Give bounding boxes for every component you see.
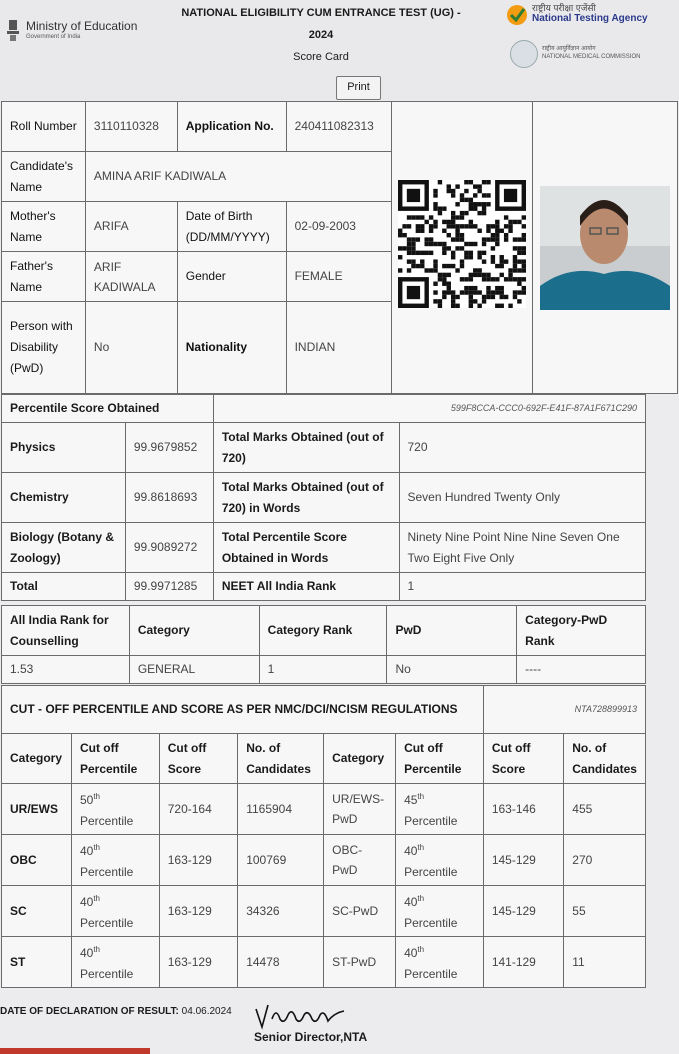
declaration — [0, 1006, 232, 1017]
cat-pwd-rank-value: ---- — [517, 656, 646, 684]
nmc-hindi-name: राष्ट्रीय आयुर्विज्ञान आयोग — [542, 46, 596, 53]
qr-code-icon — [398, 180, 526, 308]
doc-title: Score Card — [293, 51, 349, 63]
scores-table — [1, 394, 646, 601]
page-header — [0, 0, 679, 100]
nmc-name: NATIONAL MEDICAL COMMISSION — [542, 54, 641, 60]
cutoff-score2: 141-129 — [483, 937, 563, 988]
dob-value: 02-09-2003 — [286, 202, 392, 252]
cutoff-pct2: 40th Percentile — [396, 886, 484, 937]
emblem-icon — [6, 18, 20, 42]
cutoff-header: No. of Candidates — [238, 734, 324, 784]
rank-pwd-label: PwD — [387, 606, 517, 656]
biology-value: 99.9089272 — [125, 523, 213, 573]
nta-name: National Testing Agency — [532, 13, 648, 24]
cutoff-pct: 40th Percentile — [71, 835, 159, 886]
total-label: Total — [2, 573, 126, 601]
person-photo-icon — [540, 186, 670, 310]
cutoff-num: 14478 — [238, 937, 324, 988]
physics-value: 99.9679852 — [125, 423, 213, 473]
total-marks-value: 720 — [399, 423, 646, 473]
physics-label: Physics — [2, 423, 126, 473]
father-label: Father's Name — [2, 252, 86, 302]
rank-table — [1, 605, 646, 684]
counselling-value: 1.53 — [2, 656, 130, 684]
name-label: Candidate's Name — [2, 152, 86, 202]
cutoff-num: 1165904 — [238, 784, 324, 835]
cutoff-score2: 145-129 — [483, 835, 563, 886]
declaration-label: DATE OF DECLARATION OF RESULT: — [0, 1006, 179, 1017]
cutoff-cat: OBC — [2, 835, 72, 886]
cutoff-cat2: ST-PwD — [324, 937, 396, 988]
cutoff-score2: 163-146 — [483, 784, 563, 835]
important-info-strip — [0, 1048, 150, 1054]
table-row — [2, 886, 646, 937]
qr-cell — [392, 102, 533, 394]
pwd-label: Person with Disability (PwD) — [2, 302, 86, 394]
scores-heading: Percentile Score Obtained — [2, 395, 214, 423]
cutoff-score: 163-129 — [159, 937, 237, 988]
exam-heading — [160, 2, 482, 68]
mother-label: Mother's Name — [2, 202, 86, 252]
air-value: 1 — [399, 573, 646, 601]
pwd-value: No — [85, 302, 177, 394]
cutoff-cat2: OBC-PwD — [324, 835, 396, 886]
counselling-label: All India Rank for Counselling — [2, 606, 130, 656]
mother-value: ARIFA — [85, 202, 177, 252]
rank-pwd-value: No — [387, 656, 517, 684]
nationality-label: Nationality — [177, 302, 286, 394]
percentile-words-value: Ninety Nine Point Nine Nine Seven One Two Eight Five Only — [399, 523, 646, 573]
cutoff-cat2: UR/EWS-PwD — [324, 784, 396, 835]
app-label: Application No. — [177, 102, 286, 152]
roll-label: Roll Number — [2, 102, 86, 152]
total-marks-label: Total Marks Obtained (out of 720) — [213, 423, 399, 473]
cutoff-pct: 50th Percentile — [71, 784, 159, 835]
name-value: AMINA ARIF KADIWALA — [85, 152, 392, 202]
cutoff-cat: ST — [2, 937, 72, 988]
signature-icon — [254, 999, 354, 1031]
candidate-photo — [540, 186, 670, 310]
chemistry-value: 99.8618693 — [125, 473, 213, 523]
cutoff-score2: 145-129 — [483, 886, 563, 937]
cutoff-num2: 455 — [564, 784, 646, 835]
cutoff-score: 163-129 — [159, 886, 237, 937]
nta-check-icon — [506, 4, 528, 26]
cutoff-pct2: 40th Percentile — [396, 835, 484, 886]
exam-year: 2024 — [308, 29, 334, 41]
cutoff-table — [1, 685, 646, 988]
chemistry-label: Chemistry — [2, 473, 126, 523]
ministry-subtitle: Government of India — [26, 34, 81, 40]
cutoff-header: Cut off Percentile — [396, 734, 484, 784]
total-words-label: Total Marks Obtained (out of 720) in Words — [213, 473, 399, 523]
gender-label: Gender — [177, 252, 286, 302]
exam-title: NATIONAL ELIGIBILITY CUM ENTRANCE TEST (UG) - — [181, 7, 461, 19]
father-value: ARIF KADIWALA — [85, 252, 177, 302]
cutoff-header: Cut off Score — [483, 734, 563, 784]
nationality-value: INDIAN — [286, 302, 392, 394]
cutoff-cat: UR/EWS — [2, 784, 72, 835]
nmc-seal-icon — [510, 40, 538, 68]
cat-pwd-rank-label: Category-PwD Rank — [517, 606, 646, 656]
candidate-table — [1, 101, 678, 394]
cutoff-score: 720-164 — [159, 784, 237, 835]
cutoff-header: Category — [2, 734, 72, 784]
cutoff-header: No. of Candidates — [564, 734, 646, 784]
cutoff-cat: SC — [2, 886, 72, 937]
footer — [0, 1003, 679, 1051]
director-title: Senior Director,NTA — [254, 1030, 368, 1044]
declaration-date: 04.06.2024 — [181, 1006, 232, 1017]
air-label: NEET All India Rank — [213, 573, 399, 601]
gender-value: FEMALE — [286, 252, 392, 302]
nta-logo — [506, 4, 648, 26]
scores-hash: 599F8CCA-CCC0-692F-E41F-87A1F671C290 — [213, 395, 645, 423]
category-label: Category — [129, 606, 259, 656]
ministry-logo — [6, 18, 137, 42]
table-row — [2, 937, 646, 988]
category-value: GENERAL — [129, 656, 259, 684]
cutoff-num: 100769 — [238, 835, 324, 886]
app-value: 240411082313 — [286, 102, 392, 152]
cutoff-cat2: SC-PwD — [324, 886, 396, 937]
cutoff-heading: CUT - OFF PERCENTILE AND SCORE AS PER NMC/DCI/NCISM REGULATIONS — [2, 686, 484, 734]
photo-cell — [533, 102, 678, 394]
cutoff-pct: 40th Percentile — [71, 886, 159, 937]
total-value: 99.9971285 — [125, 573, 213, 601]
nmc-logo — [510, 40, 640, 68]
ministry-name: Ministry of Education — [26, 19, 138, 33]
print-button[interactable]: Print — [336, 76, 381, 100]
cutoff-header: Category — [324, 734, 396, 784]
cutoff-pct2: 45th Percentile — [396, 784, 484, 835]
dob-label: Date of Birth (DD/MM/YYYY) — [177, 202, 286, 252]
cutoff-score: 163-129 — [159, 835, 237, 886]
cutoff-header: Cut off Score — [159, 734, 237, 784]
cutoff-num2: 11 — [564, 937, 646, 988]
percentile-words-label: Total Percentile Score Obtained in Words — [213, 523, 399, 573]
table-row — [2, 784, 646, 835]
biology-label: Biology (Botany & Zoology) — [2, 523, 126, 573]
cat-rank-label: Category Rank — [259, 606, 387, 656]
cat-rank-value: 1 — [259, 656, 387, 684]
total-words-value: Seven Hundred Twenty Only — [399, 473, 646, 523]
nta-hindi-name: राष्ट्रीय परीक्षा एजेंसी — [532, 3, 596, 13]
cutoff-pct2: 40th Percentile — [396, 937, 484, 988]
roll-value: 3110110328 — [85, 102, 177, 152]
cutoff-num2: 55 — [564, 886, 646, 937]
cutoff-num2: 270 — [564, 835, 646, 886]
cutoff-header: Cut off Percentile — [71, 734, 159, 784]
cutoff-ref: NTA728899913 — [483, 686, 645, 734]
cutoff-pct: 40th Percentile — [71, 937, 159, 988]
cutoff-num: 34326 — [238, 886, 324, 937]
table-row — [2, 835, 646, 886]
